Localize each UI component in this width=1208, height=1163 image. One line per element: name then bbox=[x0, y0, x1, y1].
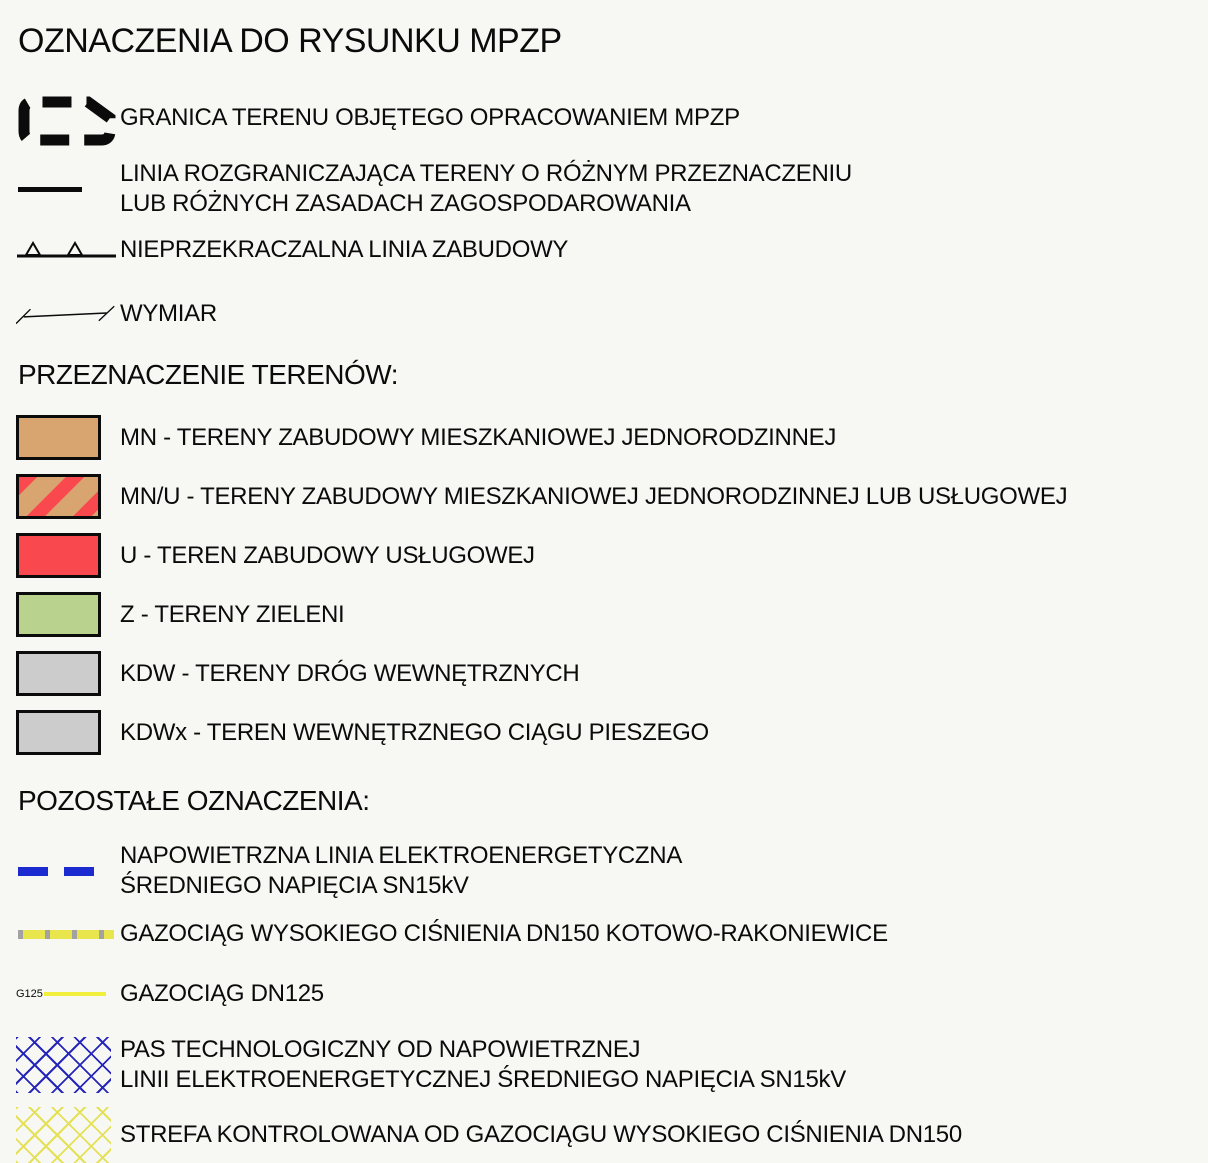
mn-swatch bbox=[16, 415, 101, 460]
dividing-line-label bbox=[120, 159, 852, 219]
tech-belt-label bbox=[120, 1035, 846, 1095]
legend-row-building-line bbox=[16, 235, 1198, 265]
gas-dn125-line bbox=[44, 992, 106, 996]
z-label: Z - TERENY ZIELENI bbox=[120, 600, 345, 628]
power-line-label bbox=[120, 841, 682, 901]
power-line-icon bbox=[18, 867, 110, 876]
plan-boundary-icon bbox=[16, 89, 118, 147]
page-title: OZNACZENIA DO RYSUNKU MPZP bbox=[18, 22, 562, 60]
tech-belt-label-line1: PAS TECHNOLOGICZNY OD NAPOWIETRZNEJ bbox=[120, 1036, 641, 1063]
z-symbol bbox=[16, 592, 120, 637]
u-swatch bbox=[16, 533, 101, 578]
legend-row-mnu bbox=[16, 474, 1198, 519]
dividing-line-icon bbox=[18, 187, 82, 192]
dimension-icon bbox=[16, 301, 120, 327]
dividing-line-label-line2: LUB RÓŻNYCH ZASADACH ZAGOSPODAROWANIA bbox=[120, 190, 691, 217]
mn-symbol bbox=[16, 415, 120, 460]
legend-row-gas-dn125 bbox=[16, 979, 1198, 1009]
mnu-swatch bbox=[16, 474, 101, 519]
mn-label: MN - TERENY ZABUDOWY MIESZKANIOWEJ JEDNORODZINNEJ bbox=[120, 423, 837, 451]
kdwx-label: KDWx - TEREN WEWNĘTRZNEGO CIĄGU PIESZEGO bbox=[120, 718, 709, 746]
building-line-symbol bbox=[16, 239, 120, 261]
section-header-land-use: PRZEZNACZENIE TERENÓW: bbox=[18, 359, 399, 390]
legend-row-dividing-line bbox=[16, 159, 1198, 219]
kdwx-swatch bbox=[16, 710, 101, 755]
gas-dn125-symbol bbox=[16, 988, 120, 1000]
plan-boundary-symbol bbox=[16, 89, 120, 147]
legend-row-mn bbox=[16, 415, 1198, 460]
legend-row-power-line bbox=[16, 841, 1198, 901]
kdw-label: KDW - TERENY DRÓG WEWNĘTRZNYCH bbox=[120, 659, 580, 687]
control-zone-symbol bbox=[16, 1107, 120, 1163]
legend-row-plan-boundary bbox=[16, 89, 1198, 147]
legend-row-u bbox=[16, 533, 1198, 578]
building-line-icon bbox=[16, 239, 118, 261]
u-label: U - TEREN ZABUDOWY USŁUGOWEJ bbox=[120, 541, 535, 569]
legend-row-kdw bbox=[16, 651, 1198, 696]
legend-row-z bbox=[16, 592, 1198, 637]
control-zone-label: STREFA KONTROLOWANA OD GAZOCIĄGU WYSOKIEGO CIŚNIENIA DN150 bbox=[120, 1121, 962, 1148]
dimension-symbol bbox=[16, 301, 120, 327]
mnu-symbol bbox=[16, 474, 120, 519]
u-symbol bbox=[16, 533, 120, 578]
power-line-label-line1: NAPOWIETRZNA LINIA ELEKTROENERGETYCZNA bbox=[120, 842, 683, 869]
z-swatch bbox=[16, 592, 101, 637]
building-line-label: NIEPRZEKRACZALNA LINIA ZABUDOWY bbox=[120, 236, 569, 263]
tech-belt-symbol bbox=[16, 1037, 120, 1093]
legend-row-tech-belt bbox=[16, 1035, 1198, 1095]
mnu-label: MN/U - TERENY ZABUDOWY MIESZKANIOWEJ JEDNORODZINNEJ LUB USŁUGOWEJ bbox=[120, 482, 1068, 510]
dimension-label: WYMIAR bbox=[120, 300, 217, 327]
plan-boundary-label: GRANICA TERENU OBJĘTEGO OPRACOWANIEM MPZP bbox=[120, 104, 740, 131]
control-zone-hatch bbox=[16, 1107, 111, 1163]
tech-belt-label-line2: LINII ELEKTROENERGETYCZNEJ ŚREDNIEGO NAPIĘCIA SN15kV bbox=[120, 1066, 846, 1093]
legend-row-kdwx bbox=[16, 710, 1198, 755]
legend-row-control-zone bbox=[16, 1107, 1198, 1163]
gas-dn150-symbol bbox=[16, 930, 120, 939]
power-line-label-line2: ŚREDNIEGO NAPIĘCIA SN15kV bbox=[120, 872, 469, 899]
dividing-line-symbol bbox=[16, 187, 120, 192]
legend-row-dimension bbox=[16, 299, 1198, 329]
gas-dn150-label: GAZOCIĄG WYSOKIEGO CIŚNIENIA DN150 KOTOWO-RAKONIEWICE bbox=[120, 920, 888, 947]
power-line-symbol bbox=[16, 867, 120, 876]
section-header-other: POZOSTAŁE OZNACZENIA: bbox=[18, 785, 370, 816]
dividing-line-label-line1: LINIA ROZGRANICZAJĄCA TERENY O RÓŻNYM PRZEZNACZENIU bbox=[120, 160, 852, 187]
gas-dn150-icon bbox=[18, 930, 114, 939]
kdw-swatch bbox=[16, 651, 101, 696]
gas-dn125-label: GAZOCIĄG DN125 bbox=[120, 980, 324, 1007]
tech-belt-hatch bbox=[16, 1037, 111, 1093]
kdwx-symbol bbox=[16, 710, 120, 755]
gas-dn125-icon bbox=[16, 988, 106, 1000]
kdw-symbol bbox=[16, 651, 120, 696]
legend-row-gas-dn150 bbox=[16, 919, 1198, 949]
gas-dn125-tag: G125 bbox=[16, 988, 43, 1000]
